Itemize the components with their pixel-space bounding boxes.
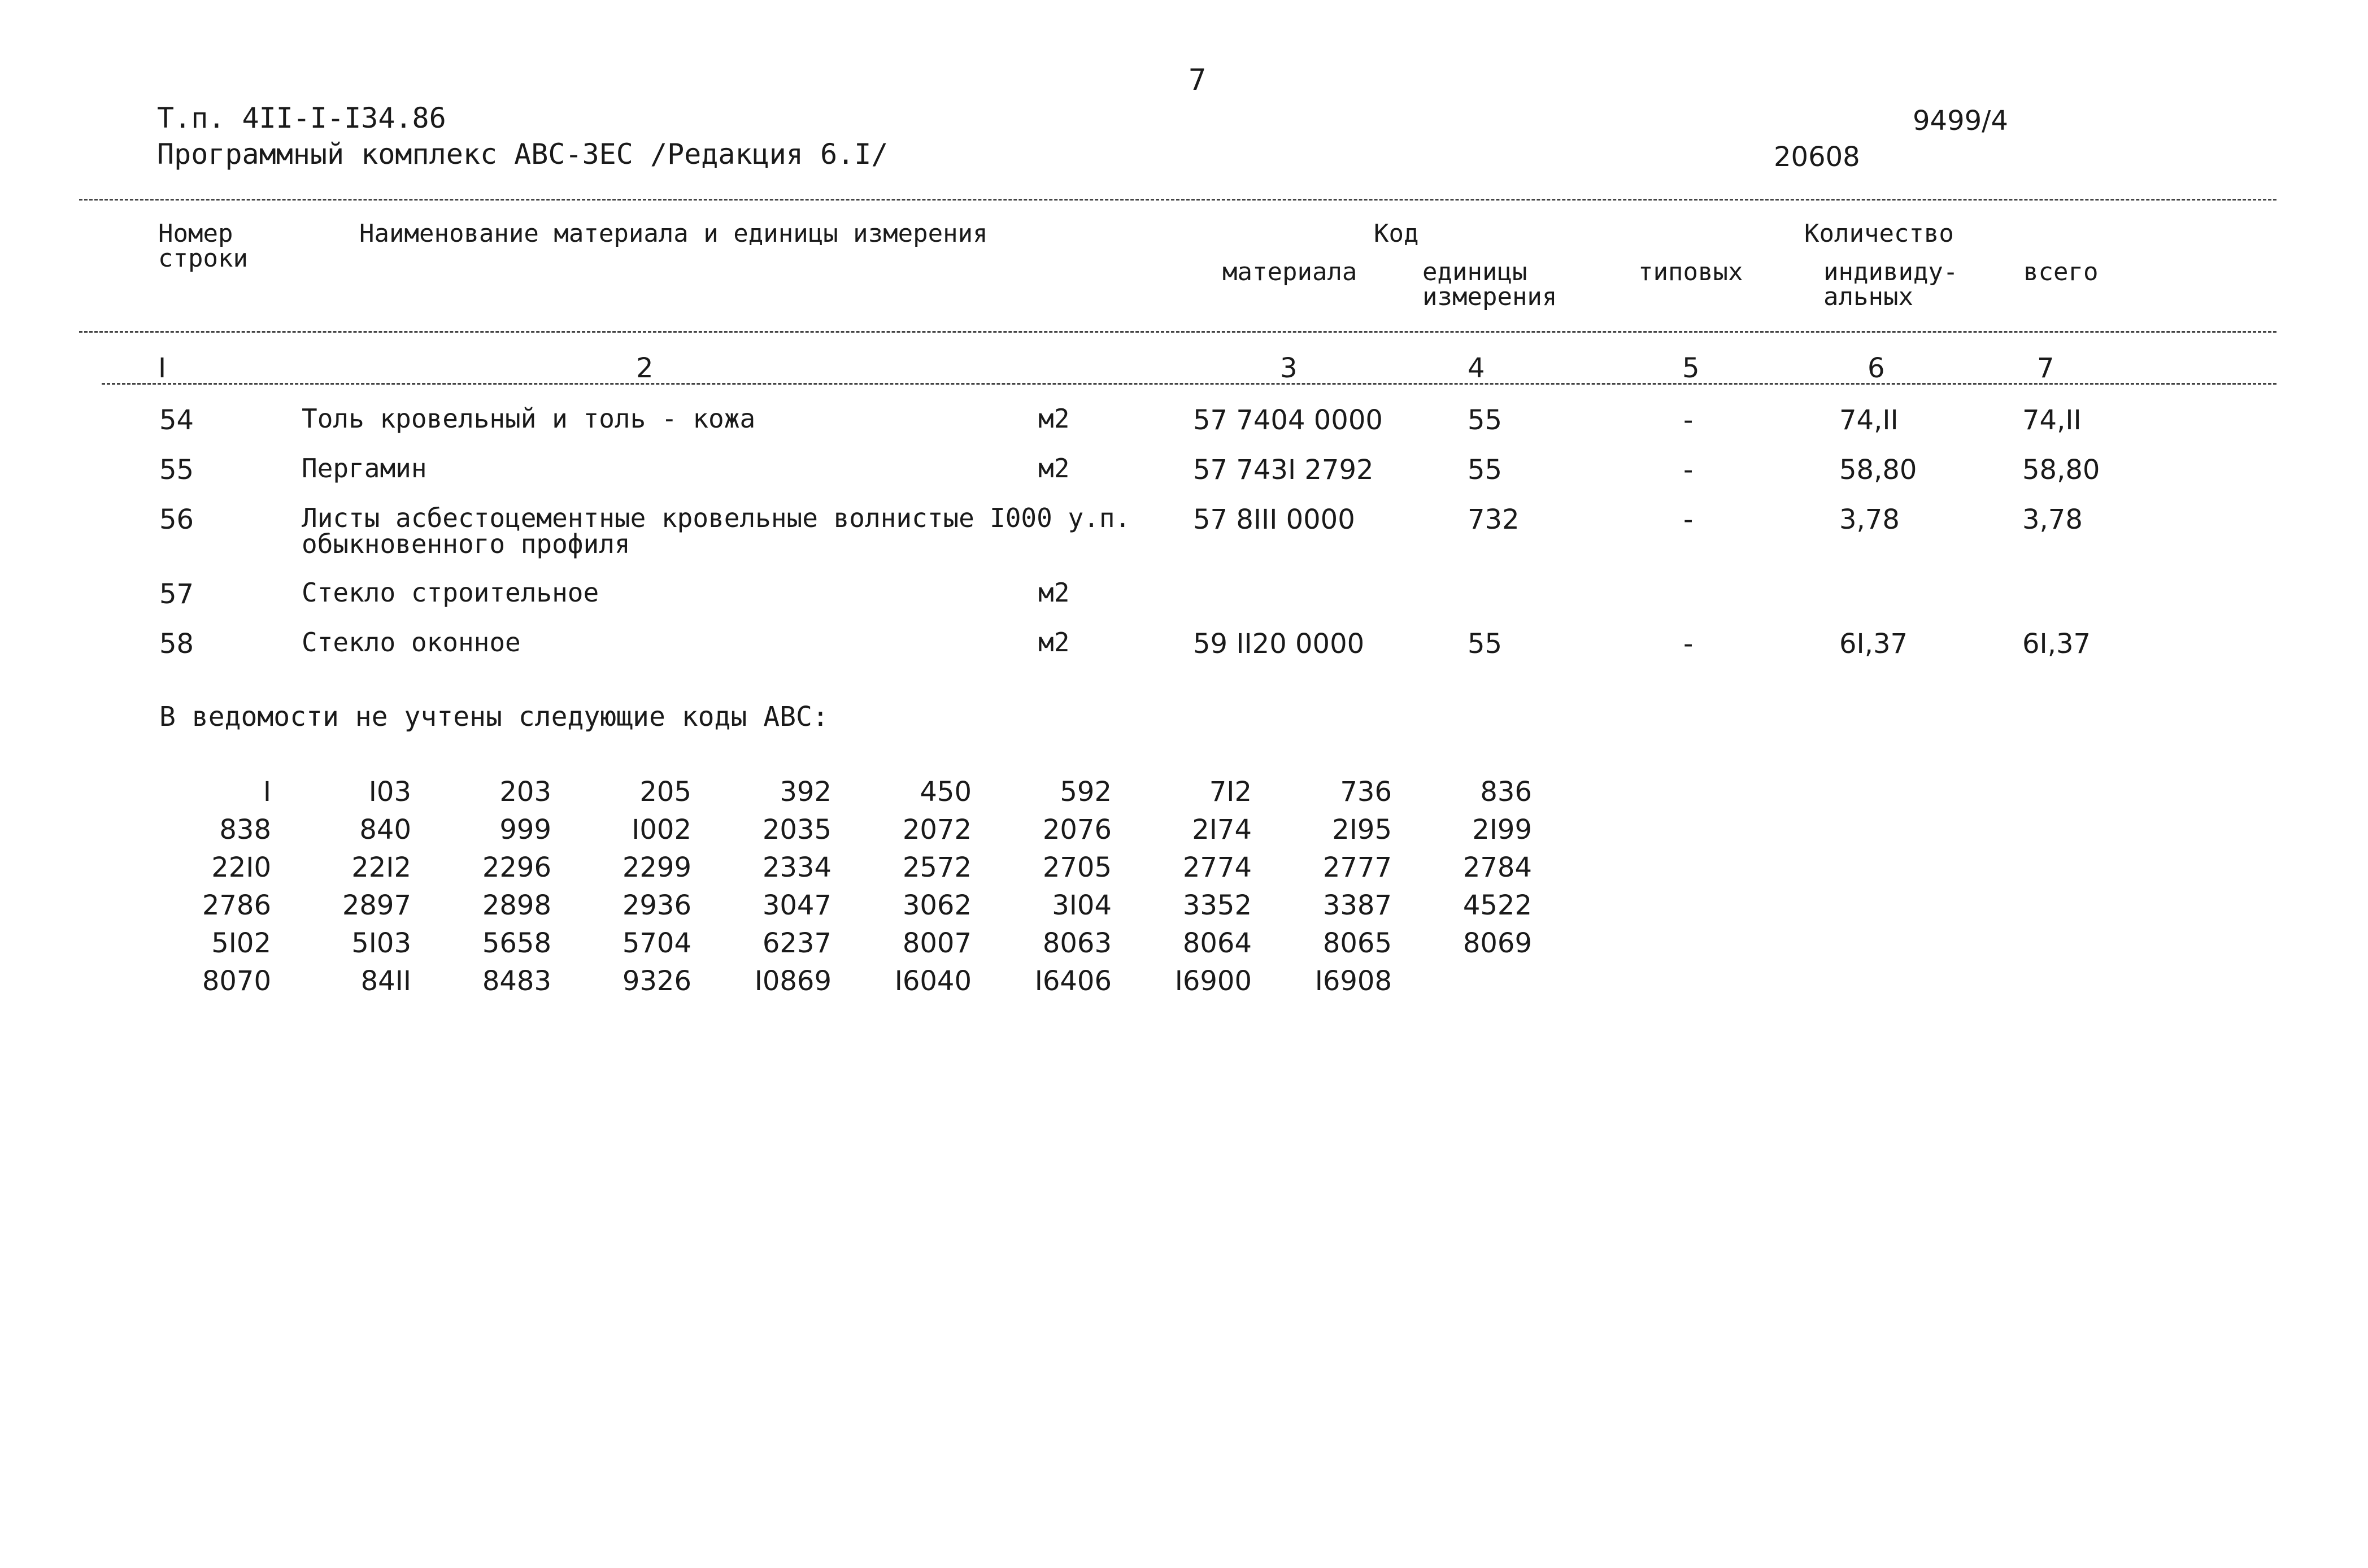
header-quantity: Количество	[1804, 219, 1954, 248]
col-num-4: 4	[1468, 352, 1485, 384]
row-unit: м2	[1038, 627, 1070, 657]
code-cell: 2035	[762, 813, 832, 846]
code-cell: 22I2	[351, 851, 411, 883]
code-cell: 736	[1340, 776, 1392, 808]
codes-row	[169, 848, 1532, 886]
code-cell: 592	[1060, 776, 1112, 808]
row-name: Листы асбестоцементные кровельные волнистые обыкновенного профиля	[302, 503, 974, 559]
code-cell: 4522	[1462, 889, 1532, 921]
row-individual: 58,80	[1839, 454, 1917, 486]
code-cell: I03	[368, 776, 411, 808]
code-cell: 2296	[482, 851, 551, 883]
code-cell: 8007	[902, 927, 972, 959]
header-unit-code: единицы измерения	[1422, 258, 1557, 311]
code-cell: I	[263, 776, 271, 808]
row-individual: 6I,37	[1839, 628, 1908, 660]
code-cell: 450	[920, 776, 972, 808]
row-unit-code: 55	[1468, 404, 1503, 436]
row-material-code: 57 7404 0000	[1193, 404, 1383, 436]
doc-code: Т.п. 4II-I-I34.86	[157, 102, 446, 134]
code-cell: 205	[639, 776, 691, 808]
row-no: 58	[159, 628, 194, 660]
row-typical: -	[1683, 404, 1694, 436]
code-cell: 3352	[1182, 889, 1252, 921]
header-material: материала	[1222, 258, 1357, 286]
code-cell: 2072	[902, 813, 972, 846]
code-cell: 3047	[762, 889, 832, 921]
header-row-no: Номер строки	[158, 219, 248, 273]
row-unit-code: 55	[1468, 454, 1503, 486]
code-cell: 2777	[1322, 851, 1392, 883]
code-cell: 2897	[342, 889, 411, 921]
code-cell: 8070	[202, 965, 271, 997]
row-unit: м2	[1038, 577, 1070, 608]
column-number-rule	[102, 383, 2276, 385]
code-cell: 2898	[482, 889, 551, 921]
col-num-3: 3	[1280, 352, 1298, 384]
codes-row	[169, 962, 1532, 1000]
row-unit-code: 732	[1468, 504, 1520, 535]
code-cell: 22I0	[211, 851, 271, 883]
code-cell: 3I04	[1052, 889, 1112, 921]
code-cell: 2784	[1462, 851, 1532, 883]
code-cell: 2I95	[1332, 813, 1392, 846]
code-cell: 5I03	[351, 927, 411, 959]
codes-row	[169, 811, 1532, 848]
code-cell: I002	[632, 813, 691, 846]
top-rule	[79, 199, 2276, 201]
code-cell: I6900	[1174, 965, 1252, 997]
code-cell: I0869	[754, 965, 832, 997]
row-total: 6I,37	[2022, 628, 2091, 660]
col-num-7: 7	[2037, 352, 2054, 384]
code-cell: 8065	[1322, 927, 1392, 959]
row-total: 74,II	[2022, 404, 2082, 436]
codes-row	[169, 773, 1532, 811]
row-no: 54	[159, 404, 194, 436]
code-cell: 3062	[902, 889, 972, 921]
code-cell: 2786	[202, 889, 271, 921]
row-unit-code: 55	[1468, 628, 1503, 660]
header-name: Наименование материала и единицы измерения	[359, 219, 988, 248]
row-material-code: 57 8III 0000	[1193, 504, 1355, 535]
header-code: Код	[1374, 219, 1419, 248]
code-cell: 2572	[902, 851, 972, 883]
code-cell: 5658	[482, 927, 551, 959]
col-num-6: 6	[1868, 352, 1885, 384]
code-cell: 840	[359, 813, 411, 846]
codes-row	[169, 924, 1532, 962]
header-individual: индивиду- альных	[1823, 258, 1958, 311]
code-cell: 5I02	[211, 927, 271, 959]
col-num-1: I	[158, 352, 167, 384]
code-cell: 838	[219, 813, 271, 846]
row-name: Пергамин	[302, 453, 427, 484]
row-typical: -	[1683, 504, 1694, 535]
code-cell: 8483	[482, 965, 551, 997]
doc-number: 9499/4	[1913, 105, 2008, 137]
program-title: Программный комплекс АВС-3ЕС /Редакция 6.I/	[157, 138, 889, 171]
col-num-5: 5	[1682, 352, 1700, 384]
code-cell: 2I74	[1192, 813, 1252, 846]
row-typical: -	[1683, 628, 1694, 660]
row-individual: 3,78	[1839, 504, 1900, 535]
row-typical: -	[1683, 454, 1694, 486]
note-text: В ведомости не учтены следующие коды АВС:	[159, 701, 829, 733]
codes-row	[169, 886, 1532, 924]
row-unit: м2	[1038, 453, 1070, 484]
code-cell: 2705	[1042, 851, 1112, 883]
code-cell: I6040	[894, 965, 972, 997]
codes-grid	[169, 773, 1532, 1000]
code-cell: 836	[1480, 776, 1532, 808]
header-typical: типовых	[1638, 258, 1743, 286]
page-number: 7	[1189, 63, 1207, 97]
row-unit: I000 у.п.	[990, 503, 1131, 533]
code-cell: 2936	[622, 889, 691, 921]
code-cell: 2334	[762, 851, 832, 883]
row-unit: м2	[1038, 403, 1070, 434]
code-cell: 2299	[622, 851, 691, 883]
row-material-code: 59 II20 0000	[1193, 628, 1365, 660]
row-name: Стекло оконное	[302, 627, 521, 657]
code-cell: 2076	[1042, 813, 1112, 846]
row-no: 57	[159, 578, 194, 610]
inventory-number: 20608	[1774, 141, 1860, 173]
code-cell: 7I2	[1209, 776, 1252, 808]
code-cell: I6908	[1314, 965, 1392, 997]
row-no: 56	[159, 504, 194, 535]
row-total: 58,80	[2022, 454, 2100, 486]
row-name: Толь кровельный и толь - кожа	[302, 403, 756, 434]
code-cell: 5704	[622, 927, 691, 959]
row-material-code: 57 743I 2792	[1193, 454, 1374, 486]
code-cell: 2774	[1182, 851, 1252, 883]
code-cell: 8069	[1462, 927, 1532, 959]
code-cell: 8063	[1042, 927, 1112, 959]
code-cell: 3387	[1322, 889, 1392, 921]
code-cell: 8064	[1182, 927, 1252, 959]
header-rule	[79, 331, 2276, 333]
code-cell: 203	[499, 776, 551, 808]
code-cell: 6237	[762, 927, 832, 959]
code-cell: 84II	[360, 965, 411, 997]
row-name: Стекло строительное	[302, 577, 599, 608]
row-total: 3,78	[2022, 504, 2083, 535]
code-cell: 392	[780, 776, 832, 808]
code-cell: 999	[499, 813, 551, 846]
header-total: всего	[2023, 258, 2099, 286]
code-cell: 9326	[622, 965, 691, 997]
col-num-2: 2	[636, 352, 654, 384]
row-no: 55	[159, 454, 194, 486]
code-cell: I6406	[1034, 965, 1112, 997]
code-cell: 2I99	[1472, 813, 1532, 846]
row-individual: 74,II	[1839, 404, 1899, 436]
